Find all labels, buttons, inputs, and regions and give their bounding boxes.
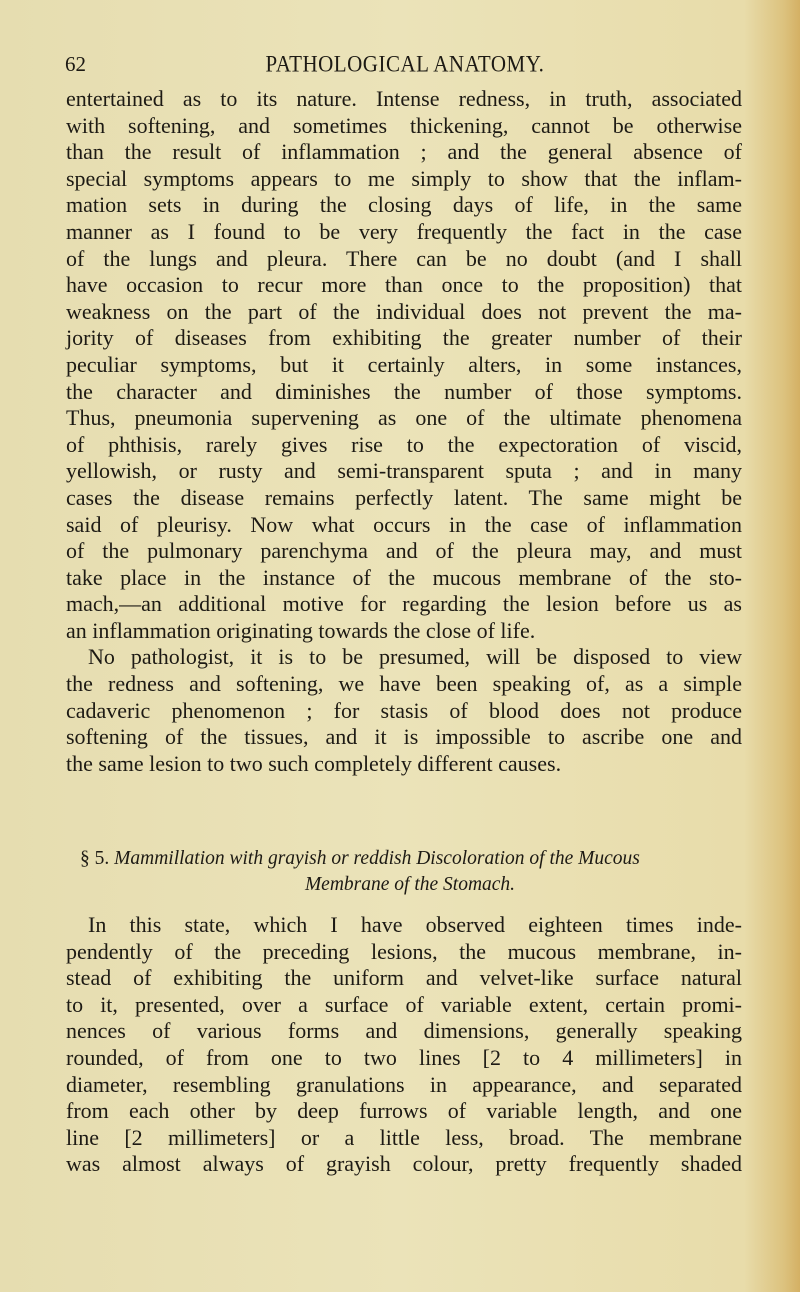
text-line: weakness on the part of the individual does not prevent the ma-	[66, 298, 742, 324]
text-line: diameter, resembling granulations in appearance, and separated	[66, 1071, 742, 1097]
text-line: No pathologist, it is to be presumed, will be disposed to view	[88, 644, 742, 670]
text-line: cadaveric phenomenon ; for stasis of blood does not produce	[66, 697, 742, 723]
text-line: of the pulmonary parenchyma and of the pleura may, and must	[66, 538, 742, 564]
text-line: In this state, which I have observed eighteen times inde-	[88, 912, 742, 937]
text-line: was almost always of grayish colour, pretty frequently shaded	[66, 1151, 742, 1177]
text-line: pendently of the preceding lesions, the mucous membrane, in-	[66, 938, 742, 964]
text-line: an inflammation originating towards the close of life.	[66, 617, 536, 643]
text-line: the redness and softening, we have been speaking of, as a simple	[66, 671, 742, 697]
text-line: the character and diminishes the number of those symptoms.	[66, 378, 742, 404]
text-line: mach,—an additional motive for regarding the lesion before us as	[66, 591, 742, 617]
running-title: PATHOLOGICAL ANATOMY.	[265, 50, 545, 78]
paragraph	[66, 912, 742, 1178]
text-line: Thus, pneumonia supervening as one of the ultimate phenomena	[66, 405, 742, 431]
text-line: have occasion to recur more than once to the proposition) that	[66, 272, 742, 298]
text-line: line [2 millimeters] or a little less, broad. The membrane	[66, 1124, 742, 1150]
text-line: mation sets in during the closing days of life, in the same	[66, 192, 742, 218]
section-heading	[80, 846, 740, 898]
page-number: 62	[65, 52, 86, 76]
body-text-top	[66, 86, 742, 777]
text-line: special symptoms appears to me simply to show that the inflam-	[66, 165, 742, 191]
section-title-line-1: Mammillation with grayish or reddish Discoloration of the Mucous	[114, 848, 640, 869]
text-line: rounded, of from one to two lines [2 to 4 millimeters] in	[66, 1044, 742, 1070]
text-line: of the lungs and pleura. There can be no doubt (and I shall	[66, 245, 742, 271]
text-line: from each other by deep furrows of variable length, and one	[66, 1098, 742, 1124]
paragraph	[66, 86, 742, 644]
text-line: stead of exhibiting the uniform and velvet-like surface natural	[66, 965, 742, 991]
text-line: peculiar symptoms, but it certainly alters, in some instances,	[66, 351, 742, 377]
section-number: § 5.	[80, 848, 110, 869]
text-line: yellowish, or rusty and semi-transparent sputa ; and in many	[66, 458, 742, 484]
text-line: with softening, and sometimes thickening, cannot be otherwise	[66, 112, 742, 138]
paragraph	[66, 644, 742, 777]
text-line: of phthisis, rarely gives rise to the expectoration of viscid,	[66, 431, 742, 457]
text-line: the same lesion to two such completely different causes.	[66, 750, 562, 776]
text-line: nences of various forms and dimensions, generally speaking	[66, 1018, 742, 1044]
text-line: to it, presented, over a surface of variable extent, certain promi-	[66, 991, 742, 1017]
text-line: manner as I found to be very frequently the fact in the case	[66, 218, 742, 244]
text-line: entertained as to its nature. Intense redness, in truth, associated	[66, 86, 742, 111]
page-header	[65, 52, 745, 82]
text-line: take place in the instance of the mucous membrane of the sto-	[66, 564, 742, 590]
body-text-bottom	[66, 912, 742, 1178]
text-line: jority of diseases from exhibiting the greater number of their	[66, 325, 742, 351]
text-line: than the result of inflammation ; and the general absence of	[66, 139, 742, 165]
section-title-line-2: Membrane of the Stomach.	[304, 874, 516, 895]
text-line: cases the disease remains perfectly latent. The same might be	[66, 484, 742, 510]
text-line: softening of the tissues, and it is impossible to ascribe one and	[66, 724, 742, 750]
text-line: said of pleurisy. Now what occurs in the case of inflammation	[66, 511, 742, 537]
